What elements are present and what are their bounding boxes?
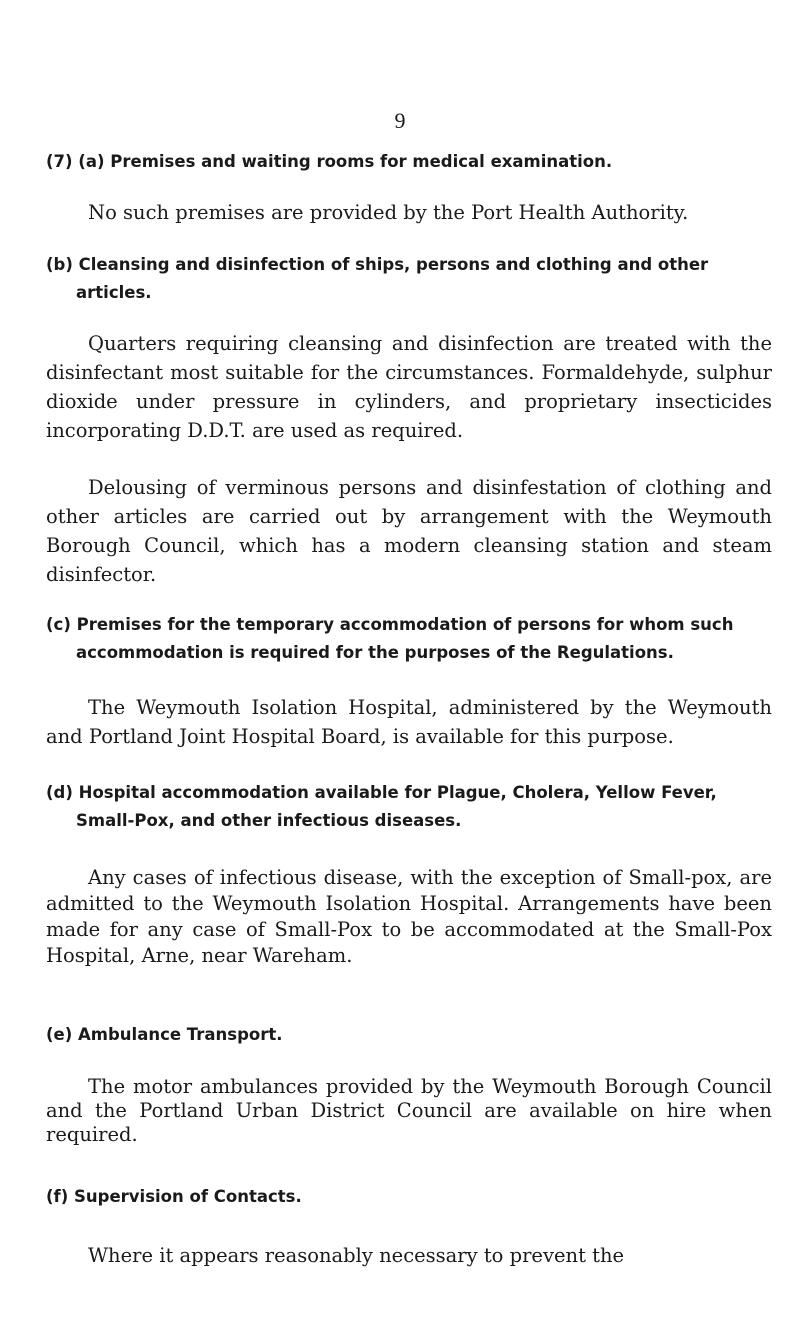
document-body: [46, 148, 772, 1270]
section-heading: [46, 779, 772, 835]
paragraph: Where it appears reasonably necessary to prevent the: [88, 1244, 625, 1267]
paragraph: Delousing of verminous persons and disinfestation of clothing and other articles are carried out by arrangement with the Weymouth Borough Council, which has a modern cleansing station and steam disinfector.: [46, 476, 772, 586]
section-title: Ambulance Transport.: [78, 1025, 283, 1044]
paragraph: The motor ambulances provided by the Weymouth Borough Council and the Portland Urban District Council are available on hire when required.: [46, 1075, 772, 1146]
paragraph: No such premises are provided by the Port Health Authority.: [88, 201, 689, 224]
section-label: (f): [46, 1187, 69, 1206]
section-heading: [46, 148, 772, 176]
section-a: [46, 148, 772, 227]
section-title: Hospital accommodation available for Plague, Cholera, Yellow Fever, Small-Pox, and other infectious diseases.: [76, 783, 717, 830]
section-heading: [46, 611, 772, 667]
section-title: Cleansing and disinfection of ships, persons and clothing and other articles.: [76, 255, 709, 302]
section-title: Premises and waiting rooms for medical examination.: [110, 152, 613, 171]
section-f: [46, 1183, 772, 1270]
section-label: (e): [46, 1025, 73, 1044]
section-heading: [46, 1183, 772, 1211]
section-title: Supervision of Contacts.: [74, 1187, 302, 1206]
section-c: [46, 611, 772, 751]
paragraph: Any cases of infectious disease, with the exception of Small-pox, are admitted to the Weymouth Isolation Hospital. Arrangements have been made for any case of Small-Pox to be accommodated at the Small-Pox Hospital, Arne, near Wareham.: [46, 866, 772, 967]
section-b: [46, 251, 772, 589]
section-e: [46, 1021, 772, 1147]
page-number: 9: [394, 108, 406, 133]
section-label: (7) (a): [46, 152, 105, 171]
section-label: (c): [46, 615, 71, 634]
section-heading: [46, 251, 772, 307]
section-heading: [46, 1021, 772, 1049]
paragraph: The Weymouth Isolation Hospital, administered by the Weymouth and Portland Joint Hospital Board, is available for this purpose.: [46, 696, 772, 748]
paragraph: Quarters requiring cleansing and disinfection are treated with the disinfectant most suitable for the circumstances. Formaldehyde, sulphur dioxide under pressure in cylinders, and proprietary insecticides incorporating D.D.T. are used as required.: [46, 332, 772, 442]
section-label: (b): [46, 255, 73, 274]
section-title: Premises for the temporary accommodation of persons for whom such accommodation is required for the purposes of the Regulations.: [76, 615, 734, 662]
section-label: (d): [46, 783, 73, 802]
section-d: [46, 779, 772, 969]
